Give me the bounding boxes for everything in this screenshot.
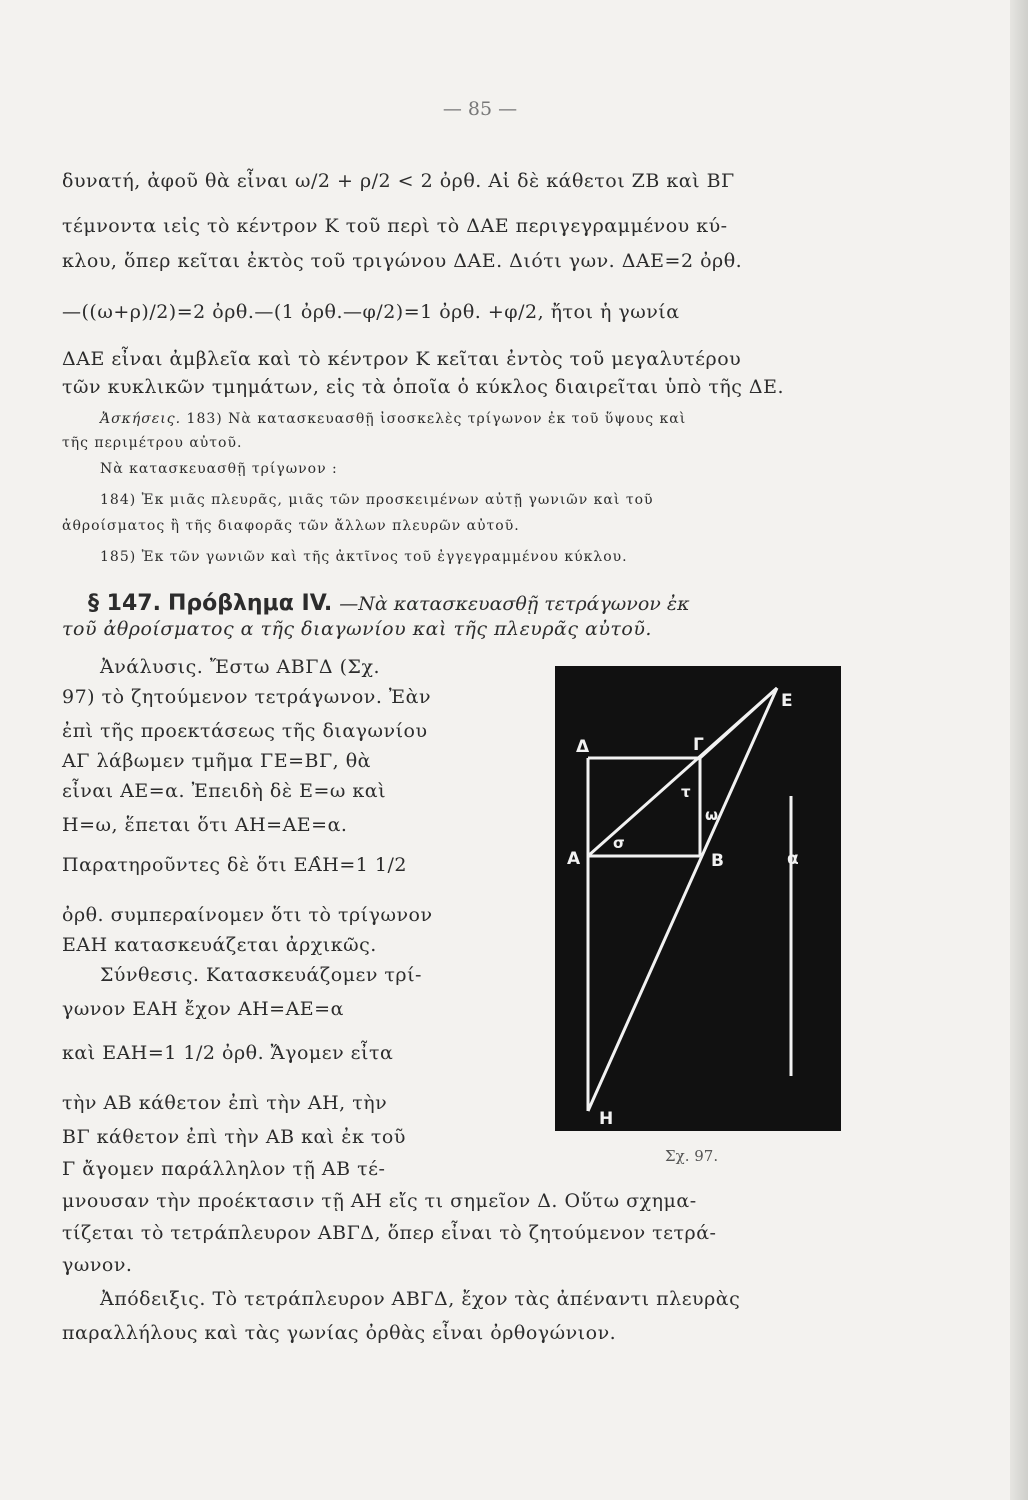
line-GE xyxy=(700,688,777,758)
label-sigma: σ xyxy=(613,834,625,852)
text-line: τέμνοντα ιεἰς τὸ κέντρον Κ τοῦ περὶ τὸ ΔΑΕ περιγεγραμμένου κύ- xyxy=(62,215,728,237)
synthesis-line: γωνον ΕΑΗ ἔχον ΑΗ=ΑΕ=α xyxy=(62,998,344,1020)
label-A: Α xyxy=(567,849,581,869)
analysis-line: ὀρθ. συμπεραίνομεν ὅτι τὸ τρίγωνον xyxy=(62,904,433,926)
label-E: E xyxy=(781,691,793,711)
exercise-183: 183) Νὰ κατασκευασθῇ ἰσοσκελὲς τρίγωνον ἐκ τοῦ ὕψους καὶ xyxy=(186,411,687,427)
synthesis-line: ΒΓ κάθετον ἐπὶ τὴν ΑΒ καὶ ἐκ τοῦ xyxy=(62,1126,406,1148)
analysis-line: Η=ω, ἕπεται ὅτι ΑΗ=ΑΕ=α. xyxy=(62,814,348,836)
synthesis-line: Σύνθεσις. Κατασκευάζομεν τρί- xyxy=(100,964,422,986)
text-line: μνουσαν τὴν προέκτασιν τῇ ΑΗ εἴς τι σημεῖον Δ. Οὕτω σχημα- xyxy=(62,1190,697,1212)
label-alpha: α xyxy=(787,849,799,869)
section-title: —Νὰ κατασκευασθῇ τετράγωνον ἐκ xyxy=(339,593,690,615)
exercise-185: 185) Ἐκ τῶν γωνιῶν καὶ τῆς ἀκτῖνος τοῦ ἐγγεγραμμένου κύκλου. xyxy=(100,549,628,565)
text-line: κλου, ὅπερ κεῖται ἐκτὸς τοῦ τριγώνου ΔΑΕ. Διότι γων. ΔΑΕ=2 ὀρθ. xyxy=(62,250,743,272)
text-line: τῶν κυκλικῶν τμημάτων, εἰς τὰ ὁποῖα ὁ κύκλος διαιρεῖται ὑπὸ τῆς ΔΕ. xyxy=(62,376,785,398)
page-number: — 85 — xyxy=(442,98,518,120)
analysis-line: ἐπὶ τῆς προεκτάσεως τῆς διαγωνίου xyxy=(62,720,428,742)
line-HE xyxy=(588,688,777,1111)
exercises-heading: Ἀσκήσεις. xyxy=(100,411,182,427)
synthesis-line: Γ ἄγομεν παράλληλον τῇ ΑΒ τέ- xyxy=(62,1158,386,1180)
figure-caption: Σχ. 97. xyxy=(665,1147,719,1165)
text-line: δυνατή, ἀφοῦ θὰ εἶναι ω/2 + ρ/2 < 2 ὀρθ. Αἱ δὲ κάθετοι ΖΒ καὶ ΒΓ xyxy=(62,170,735,192)
exercise-intro: Νὰ κατασκευασθῇ τρίγωνον : xyxy=(100,461,338,477)
analysis-line: Ἀνάλυσις. Ἔστω ΑΒΓΔ (Σχ. xyxy=(100,656,381,678)
text-line: —((ω+ρ)/2)=2 ὀρθ.—(1 ὀρθ.—φ/2)=1 ὀρθ. +φ/2, ἤτοι ἡ γωνία xyxy=(62,301,680,323)
section-label: Πρόβλημα IV. xyxy=(167,591,333,616)
analysis-line: ΕΑΗ κατασκευάζεται ἀρχικῶς. xyxy=(62,934,377,956)
label-G: Γ xyxy=(693,735,704,755)
proof-line: Ἀπόδειξις. Τὸ τετράπλευρον ΑΒΓΔ, ἔχον τὰς ἀπέναντι πλευρὰς xyxy=(100,1288,741,1310)
label-H: Η xyxy=(599,1109,614,1129)
geometry-diagram xyxy=(555,666,841,1131)
section-heading xyxy=(88,591,690,616)
exercise-183-cont: τῆς περιμέτρου αὐτοῦ. xyxy=(62,435,243,451)
analysis-line: ΑΓ λάβωμεν τμῆμα ΓΕ=ΒΓ, θὰ xyxy=(62,750,372,772)
synthesis-line: τὴν ΑΒ κάθετον ἐπὶ τὴν ΑΗ, τὴν xyxy=(62,1092,388,1114)
label-D: Δ xyxy=(576,737,590,757)
analysis-line: Παρατηροῦντες δὲ ὅτι ΕΑ̂Η=1 1/2 xyxy=(62,854,407,876)
text-line: τίζεται τὸ τετράπλευρον ΑΒΓΔ, ὅπερ εἶναι τὸ ζητούμενον τετρά- xyxy=(62,1222,717,1244)
label-B: Β xyxy=(711,851,724,871)
label-tau: τ xyxy=(681,783,691,801)
synthesis-line: καὶ ΕΑΗ=1 1/2 ὀρθ. Ἄγομεν εἶτα xyxy=(62,1042,394,1064)
analysis-line: 97) τὸ ζητούμενον τετράγωνον. Ἐὰν xyxy=(62,686,431,708)
figure-97 xyxy=(555,666,841,1131)
label-omega: ω xyxy=(705,806,719,824)
analysis-line: εἶναι ΑΕ=α. Ἐπειδὴ δὲ Ε=ω καὶ xyxy=(62,780,387,802)
section-title-cont: τοῦ ἀθροίσματος α τῆς διαγωνίου καὶ τῆς πλευρᾶς αὐτοῦ. xyxy=(62,618,652,640)
text-line: γωνον. xyxy=(62,1254,133,1276)
exercise-184: 184) Ἐκ μιᾶς πλευρᾶς, μιᾶς τῶν προσκειμένων αὐτῇ γωνιῶν καὶ τοῦ xyxy=(100,492,654,508)
exercise-184-cont: ἀθροίσματος ἢ τῆς διαφορᾶς τῶν ἄλλων πλευρῶν αὐτοῦ. xyxy=(62,518,520,534)
section-number: § 147. xyxy=(88,591,161,616)
proof-line: παραλλήλους καὶ τὰς γωνίας ὀρθὰς εἶναι ὀρθογώνιον. xyxy=(62,1322,617,1344)
page-edge xyxy=(1010,0,1028,1500)
text-line: ΔΑΕ εἶναι ἀμβλεῖα καὶ τὸ κέντρον Κ κεῖται ἐντὸς τοῦ μεγαλυτέρου xyxy=(62,348,742,370)
